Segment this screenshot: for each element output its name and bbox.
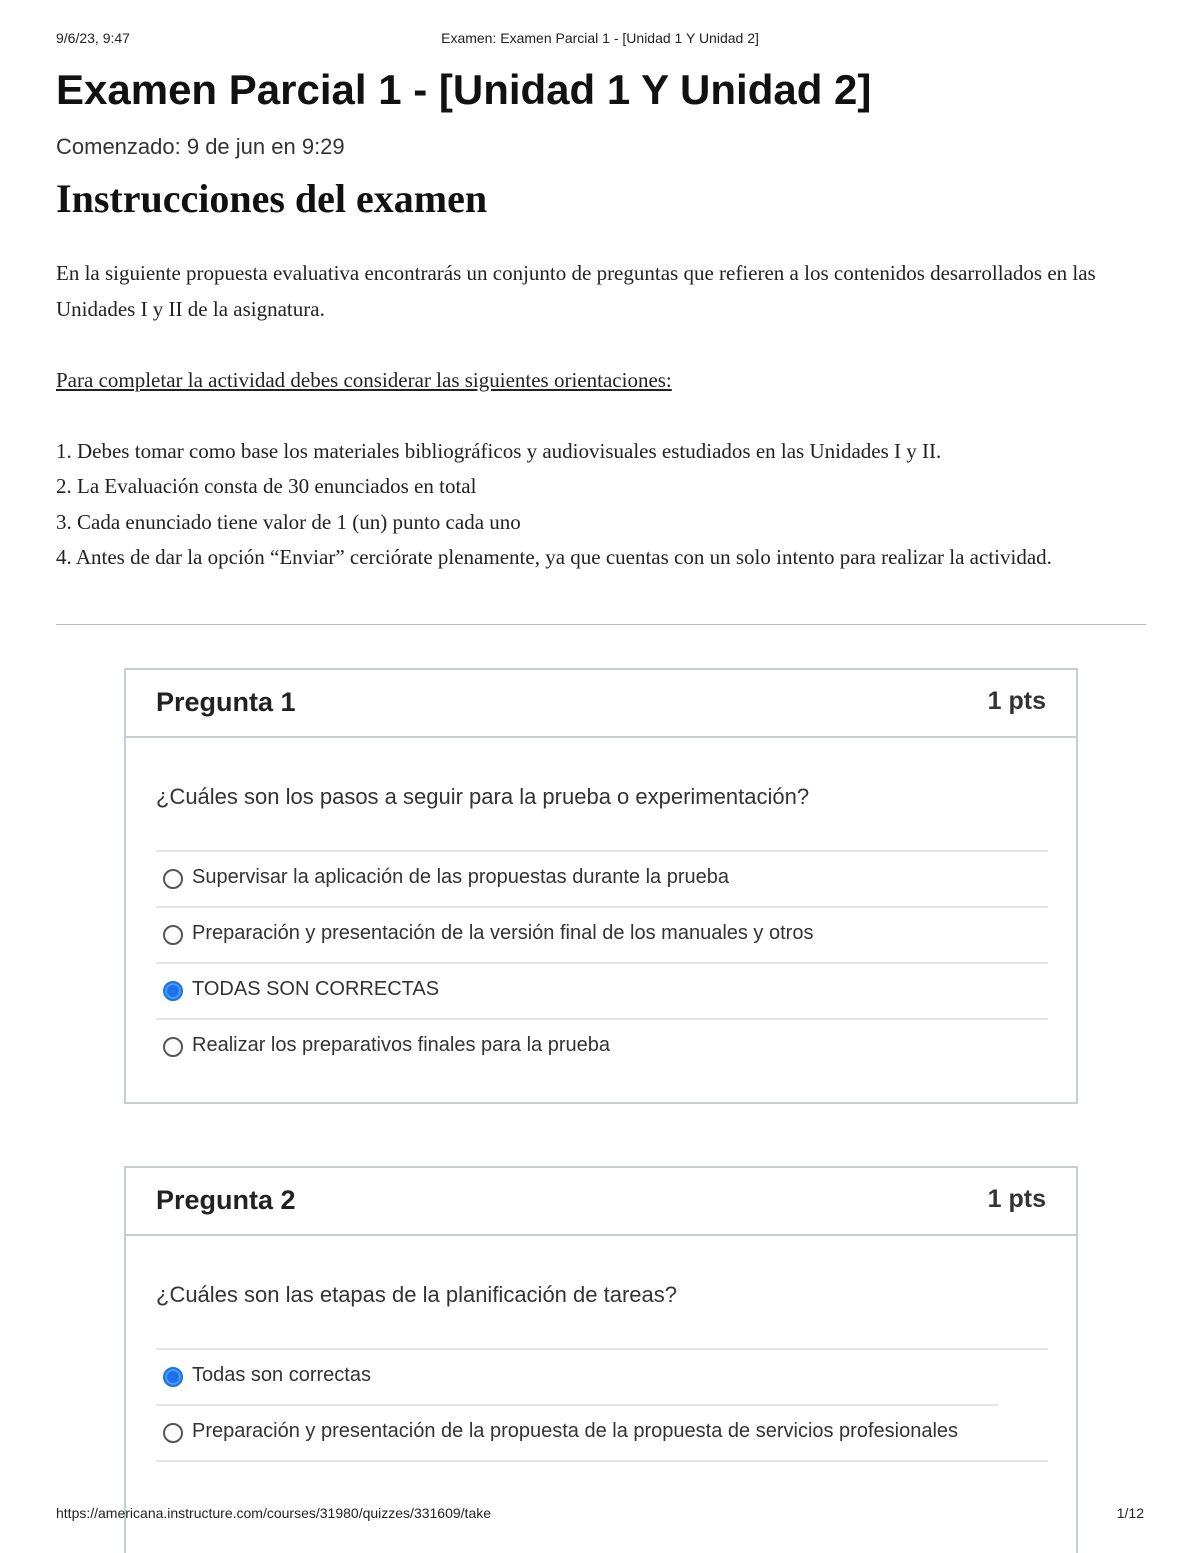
instructions-heading: Instrucciones del examen [56, 176, 488, 221]
print-document-title: Examen: Examen Parcial 1 - [Unidad 1 Y Unidad 2] [441, 30, 759, 46]
page-title: Examen Parcial 1 - [Unidad 1 Y Unidad 2] [56, 66, 872, 113]
instruction-item: 1. Debes tomar como base los materiales bibliográficos y audiovisuales estudiados en las Unidades I y II. [56, 438, 942, 463]
question-card-2 [124, 1166, 1078, 1553]
answer-option-selected[interactable] [156, 1348, 1048, 1404]
answer-option[interactable] [156, 906, 1048, 962]
question-text: ¿Cuáles son los pasos a seguir para la prueba o experimentación? [156, 784, 810, 809]
question-header [126, 1168, 1076, 1236]
question-points: 1 pts [987, 687, 1046, 715]
print-url: https://americana.instructure.com/courses/31980/quizzes/331609/take [56, 1505, 492, 1521]
answer-list-end-divider [156, 1460, 1048, 1462]
radio-unselected-icon[interactable] [163, 1037, 183, 1057]
question-points: 1 pts [987, 1185, 1046, 1213]
answer-option[interactable] [156, 1404, 998, 1460]
answer-option[interactable] [156, 1018, 1048, 1074]
print-date: 9/6/23, 9:47 [56, 30, 130, 46]
question-card-1 [124, 668, 1078, 1104]
radio-unselected-icon[interactable] [163, 1423, 183, 1443]
answer-option[interactable] [156, 850, 1048, 906]
instructions-intro: En la siguiente propuesta evaluativa encontrarás un conjunto de preguntas que refieren a los contenidos desarrollados en las Unidades I y II de la asignatura. [56, 261, 1096, 321]
question-header [126, 670, 1076, 738]
answer-option-selected[interactable] [156, 962, 1048, 1018]
print-header [56, 30, 1144, 50]
quiz-started-time: Comenzado: 9 de jun en 9:29 [56, 134, 345, 159]
section-divider [56, 624, 1146, 625]
answer-label[interactable]: TODAS SON CORRECTAS [192, 978, 440, 1000]
answer-list [156, 1348, 1048, 1462]
instruction-item: 2. La Evaluación consta de 30 enunciados en total [56, 474, 477, 498]
instruction-item: 3. Cada enunciado tiene valor de 1 (un) punto cada uno [56, 509, 521, 534]
radio-unselected-icon[interactable] [163, 925, 183, 945]
radio-selected-icon[interactable] [163, 1367, 183, 1387]
instruction-item: 4. Antes de dar la opción “Enviar” cerciórate plenamente, ya que cuentas con un solo intento para realizar la actividad. [56, 545, 1052, 569]
question-name: Pregunta 1 [156, 687, 296, 717]
print-footer [56, 1505, 1144, 1525]
answer-label[interactable]: Todas son correctas [192, 1364, 371, 1386]
answer-label[interactable]: Preparación y presentación de la versión final de los manuales y otros [192, 922, 814, 944]
question-text: ¿Cuáles son las etapas de la planificación de tareas? [156, 1282, 677, 1307]
print-page-number: 1/12 [1116, 1505, 1144, 1521]
answer-label[interactable]: Preparación y presentación de la propuesta de la propuesta de servicios profesionales [192, 1420, 959, 1442]
answer-label[interactable]: Supervisar la aplicación de las propuestas durante la prueba [192, 866, 730, 888]
answer-list [156, 850, 1048, 1074]
radio-selected-icon[interactable] [163, 981, 183, 1001]
question-name: Pregunta 2 [156, 1185, 296, 1215]
answer-label[interactable]: Realizar los preparativos finales para la prueba [192, 1034, 611, 1056]
instructions-body [56, 256, 1146, 576]
instructions-orientations-label: Para completar la actividad debes considerar las siguientes orientaciones: [56, 367, 672, 392]
radio-unselected-icon[interactable] [163, 869, 183, 889]
